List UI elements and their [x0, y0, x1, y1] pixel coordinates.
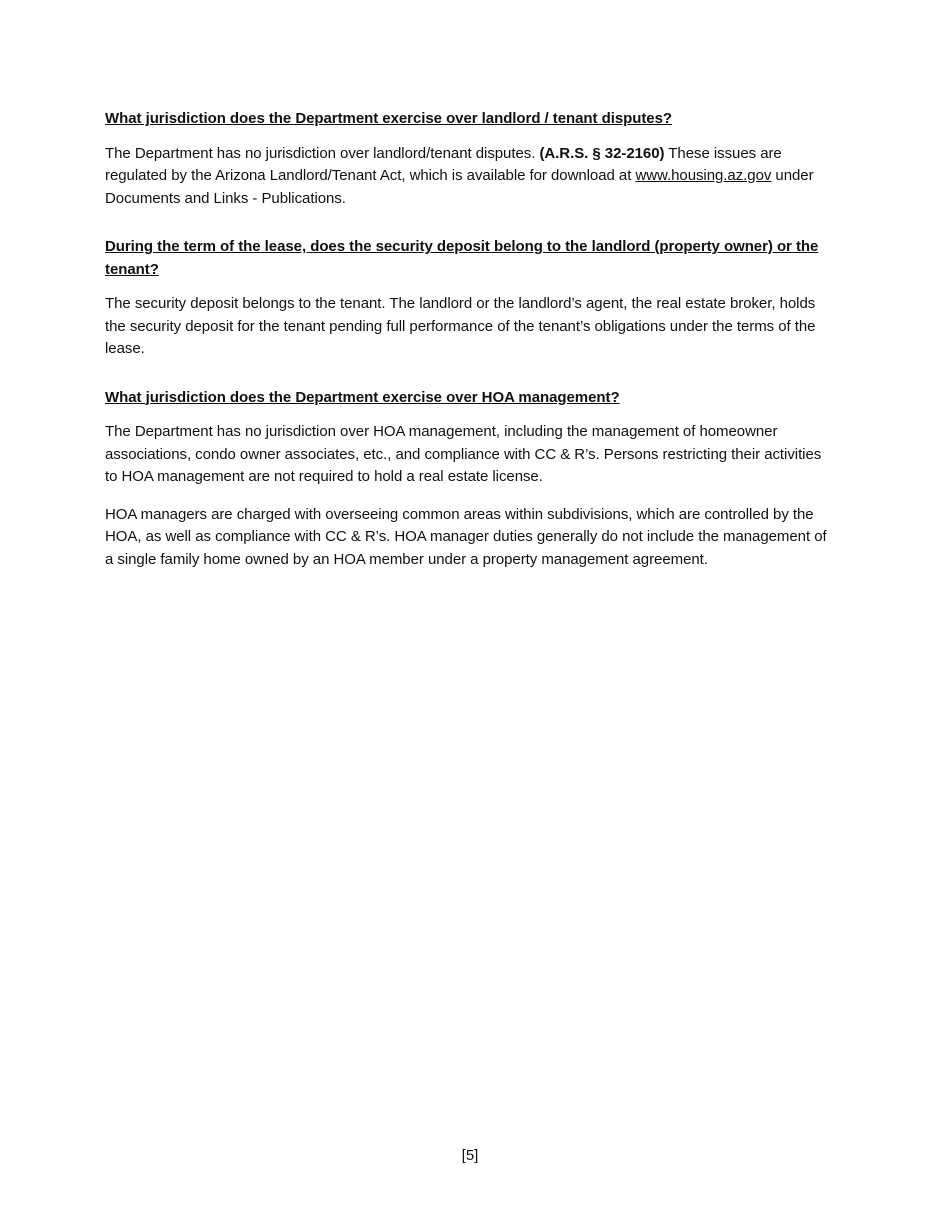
- faq-section-hoa-management: [105, 387, 830, 572]
- page-number: [5]: [461, 1147, 479, 1164]
- answer-text: under Documents and Links - Publications.: [105, 167, 814, 207]
- faq-section-landlord-tenant: [105, 108, 830, 210]
- statute-citation: (A.R.S. § 32-2160): [539, 144, 665, 162]
- answer-paragraph: The security deposit belongs to the tenant. The landlord or the landlord’s agent, the real estate broker, holds the security deposit for the tenant pending full performance of the tenant’s obligations under the terms of the lease.: [105, 295, 816, 357]
- faq-section-security-deposit: [105, 236, 830, 361]
- faq-content: [105, 108, 830, 588]
- question-heading: During the term of the lease, does the security deposit belong to the landlord (property owner) or the tenant?: [105, 238, 819, 278]
- answer-paragraph: [105, 143, 830, 211]
- answer-paragraph: The Department has no jurisdiction over HOA management, including the management of homeowner associations, condo owner associates, etc., and compliance with CC & R’s. Persons restricting their activities to HOA management are not required to hold a real estate license.: [105, 423, 822, 485]
- answer-text: The Department has no jurisdiction over landlord/tenant disputes.: [105, 144, 540, 162]
- answer-paragraph: HOA managers are charged with overseeing common areas within subdivisions, which are controlled by the HOA, as well as compliance with CC & R’s. HOA manager duties generally do not include the management of a single family home owned by an HOA member under a property management agreement.: [105, 505, 827, 568]
- answer-text: These issues are regulated by the Arizona Landlord/Tenant Act, which is available for download at: [105, 144, 782, 184]
- question-heading: What jurisdiction does the Department exercise over landlord / tenant disputes?: [105, 110, 672, 127]
- question-heading: What jurisdiction does the Department exercise over HOA management?: [105, 388, 620, 406]
- housing-website-link[interactable]: www.housing.az.gov: [635, 167, 772, 184]
